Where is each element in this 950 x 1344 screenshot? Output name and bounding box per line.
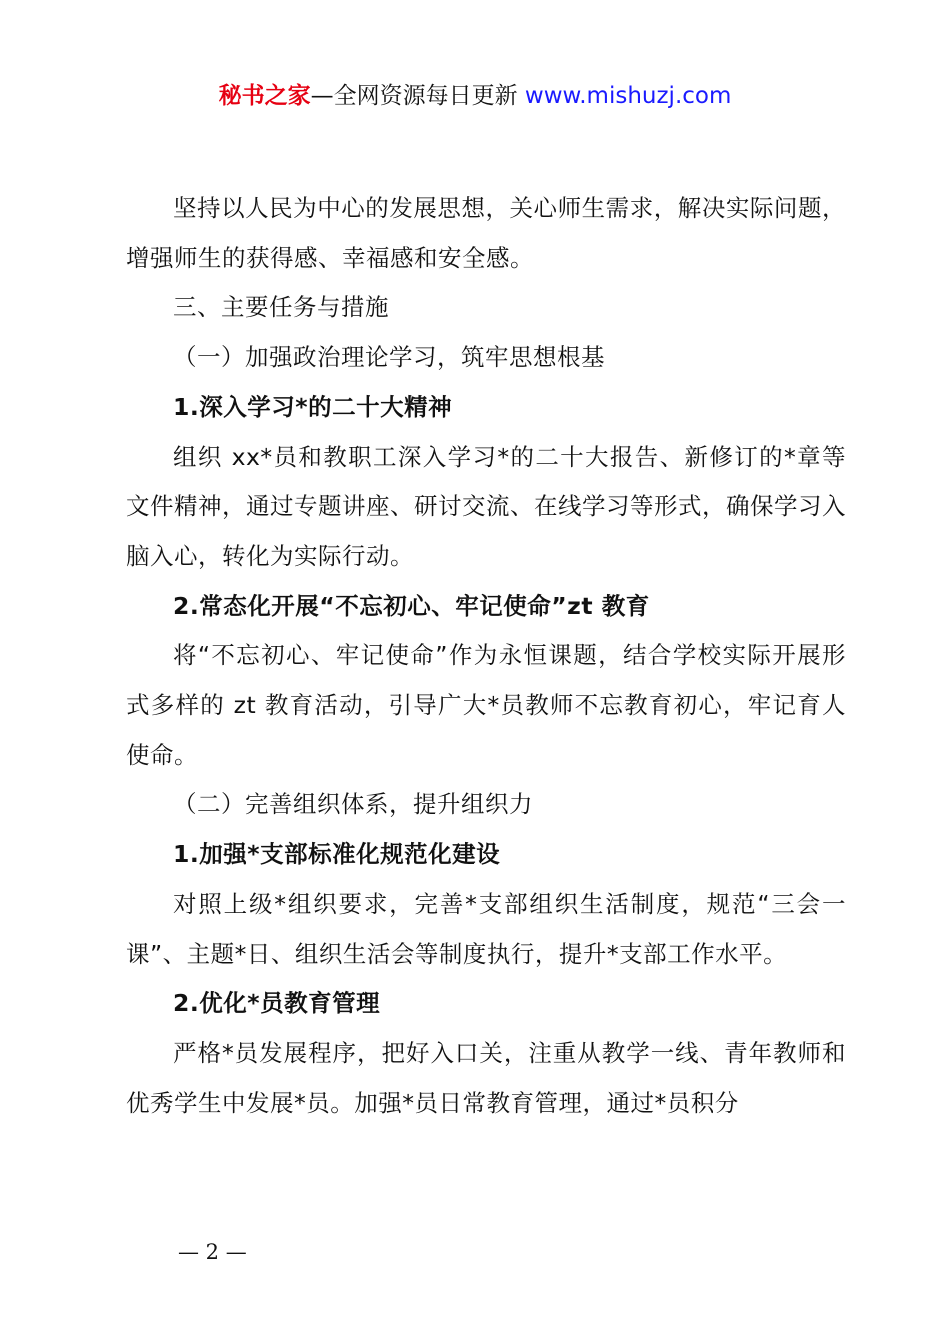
item-heading: 2.常态化开展“不忘初心、牢记使命”zt 教育 [173,591,650,620]
item-heading: 2.优化*员教育管理 [173,989,381,1018]
item-heading: 1.深入学习*的二十大精神 [173,392,453,421]
body-paragraph: 坚持以人民为中心的发展思想，关心师生需求，解决实际问题，增强师生的获得感、幸福感和安全感。 [126,194,846,272]
document-body [126,184,846,1128]
section-heading: 三、主要任务与措施 [173,293,389,322]
page-header [0,80,950,112]
page-number: — 2 — [178,1240,247,1264]
header-tagline: —全网资源每日更新 [310,83,525,109]
body-paragraph: 严格*员发展程序，把好入口关，注重从教学一线、青年教师和优秀学生中发展*员。加强*员日常教育管理，通过*员积分 [126,1038,846,1117]
brand-name: 秘书之家 [218,83,311,109]
header-url[interactable]: www.mishuzj.com [524,83,732,109]
subsection-heading: （二）完善组织体系，提升组织力 [173,790,533,819]
body-paragraph: 组织 xx*员和教职工深入学习*的二十大报告、新修订的*章等文件精神，通过专题讲座、研讨交流、在线学习等形式，确保学习入脑入心，转化为实际行动。 [126,442,846,570]
item-heading: 1.加强*支部标准化规范化建设 [173,840,501,869]
body-paragraph: 对照上级*组织要求，完善*支部组织生活制度，规范“三会一课”、主题*日、组织生活会等制度执行，提升*支部工作水平。 [126,889,846,968]
subsection-heading: （一）加强政治理论学习，筑牢思想根基 [173,343,605,372]
body-paragraph: 将“不忘初心、牢记使命”作为永恒课题，结合学校实际开展形式多样的 zt 教育活动，引导广大*员教师不忘教育初心，牢记育人使命。 [126,641,846,769]
